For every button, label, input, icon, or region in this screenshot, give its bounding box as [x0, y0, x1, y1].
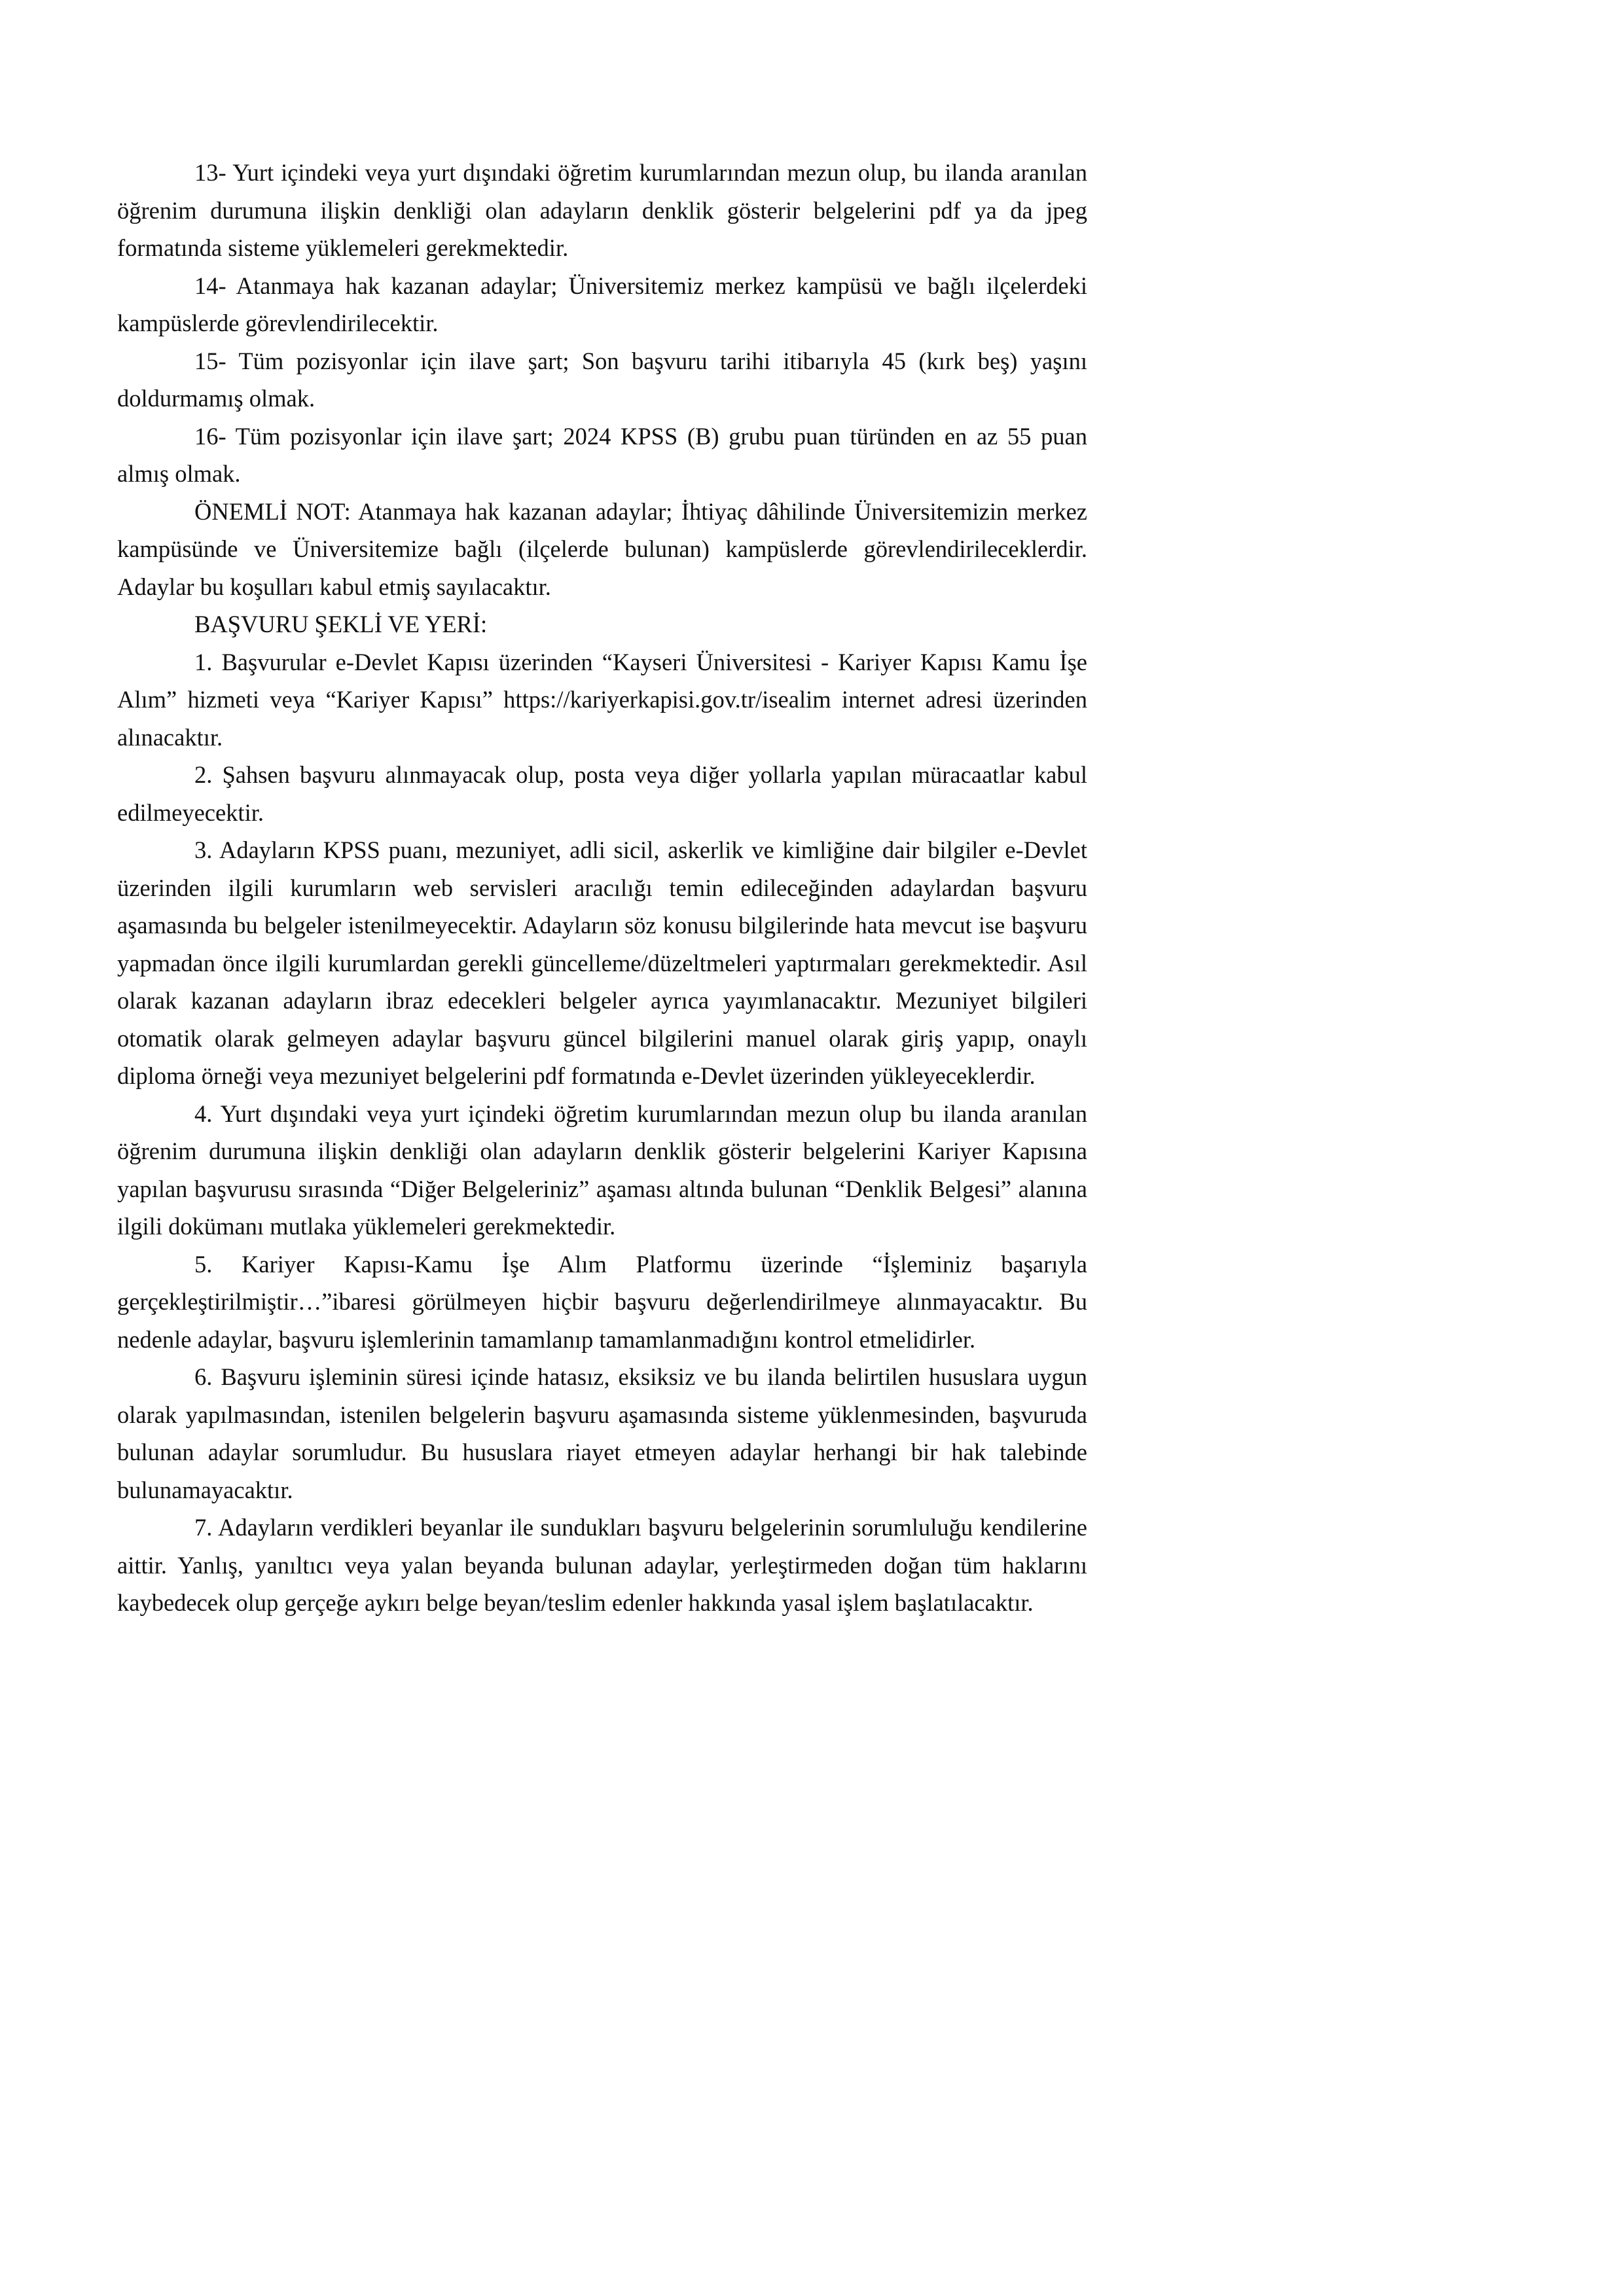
paragraph-application-6: 6. Başvuru işleminin süresi içinde hatasız, eksiksiz ve bu ilanda belirtilen hususlara uygun olarak yapılmasından, istenilen belgelerin başvuru aşamasında sisteme yüklenmesinden, başvuruda bulunan adaylar sorumludur. Bu hususlara riayet etmeyen adaylar herhangi bir hak talebinde bulunamayacaktır. — [117, 1363, 1087, 1503]
paragraph-15-age-limit: 15- Tüm pozisyonlar için ilave şart; Son başvuru tarihi itibarıyla 45 (kırk beş) yaşını doldurmamış olmak. — [117, 347, 1087, 412]
paragraph-application-4: 4. Yurt dışındaki veya yurt içindeki öğretim kurumlarından mezun olup bu ilanda aranılan öğrenim durumuna ilişkin denkliği olan adayların denklik gösterir belgelerini Kariyer Kapısına yapılan başvurusu sırasında “Diğer Belgeleriniz” aşaması altında bulunan “Denklik Belgesi” alanına ilgili dokümanı mutlaka yüklemeleri gerekmektedir. — [117, 1100, 1087, 1240]
paragraph-14-assignment: 14- Atanmaya hak kazanan adaylar; Üniversitemiz merkez kampüsü ve bağlı ilçelerdeki kampüslerde görevlendirilecektir. — [117, 272, 1087, 336]
paragraph-16-kpss-score: 16- Tüm pozisyonlar için ilave şart; 2024 KPSS (B) grubu puan türünden en az 55 puan almış olmak. — [117, 422, 1087, 487]
section-heading-application: BAŞVURU ŞEKLİ VE YERİ: — [194, 611, 488, 637]
paragraph-application-3: 3. Adayların KPSS puanı, mezuniyet, adli sicil, askerlik ve kimliğine dair bilgiler e-Devlet üzerinden ilgili kurumların web servisleri aracılığı temin edileceğinden adaylardan başvuru aşamasında bu belgeler istenilmeyecektir. Adayların söz konusu bilgilerinde hata mevcut ise başvuru yapmadan önce ilgili kurumlardan gerekli güncelleme/düzeltmeleri yaptırmaları gerekmektedir. Asıl olarak kazanan adayların ibraz edecekleri belgeler ayrıca yayımlanacaktır. Mezuniyet bilgileri otomatik olarak gelmeyen adaylar başvuru güncel bilgilerini manuel olarak giriş yapıp, onaylı diploma örneği veya mezuniyet belgelerini pdf formatında e-Devlet üzerinden yükleyeceklerdir. — [117, 836, 1087, 1089]
paragraph-13-equivalence: 13- Yurt içindeki veya yurt dışındaki öğretim kurumlarından mezun olup, bu ilanda aranılan öğrenim durumuna ilişkin denkliği olan adayların denklik gösterir belgelerini pdf ya da jpeg formatında sisteme yüklemeleri gerekmektedir. — [117, 159, 1087, 261]
paragraph-application-2: 2. Şahsen başvuru alınmayacak olup, posta veya diğer yollarla yapılan müracaatlar kabul edilmeyecektir. — [117, 761, 1087, 826]
paragraph-application-1: 1. Başvurular e-Devlet Kapısı üzerinden “Kayseri Üniversitesi - Kariyer Kapısı Kamu İşe Alım” hizmeti veya “Kariyer Kapısı” https://kariyerkapisi.gov.tr/isealim internet adresi üzerinden alınacaktır. — [117, 648, 1087, 751]
paragraph-application-5: 5. Kariyer Kapısı-Kamu İşe Alım Platformu üzerinde “İşleminiz başarıyla gerçekleştirilmiştir…”ibaresi görülmeyen hiçbir başvuru değerlendirilmeye alınmayacaktır. Bu nedenle adaylar, başvuru işlemlerinin tamamlanıp tamamlanmadığını kontrol etmelidirler. — [117, 1250, 1087, 1353]
document-page — [117, 154, 1087, 1622]
paragraph-important-note: ÖNEMLİ NOT: Atanmaya hak kazanan adaylar; İhtiyaç dâhilinde Üniversitemizin merkez kampüsünde ve Üniversitemize bağlı (ilçelerde bulunan) kampüslerde görevlendirileceklerdir. Adaylar bu koşulları kabul etmiş sayılacaktır. — [117, 497, 1087, 600]
paragraph-application-7: 7. Adayların verdikleri beyanlar ile sundukları başvuru belgelerinin sorumluluğu kendilerine aittir. Yanlış, yanıltıcı veya yalan beyanda bulunan adaylar, yerleştirmeden doğan tüm haklarını kaybedecek olup gerçeğe aykırı belge beyan/teslim edenler hakkında yasal işlem başlatılacaktır. — [117, 1514, 1087, 1616]
